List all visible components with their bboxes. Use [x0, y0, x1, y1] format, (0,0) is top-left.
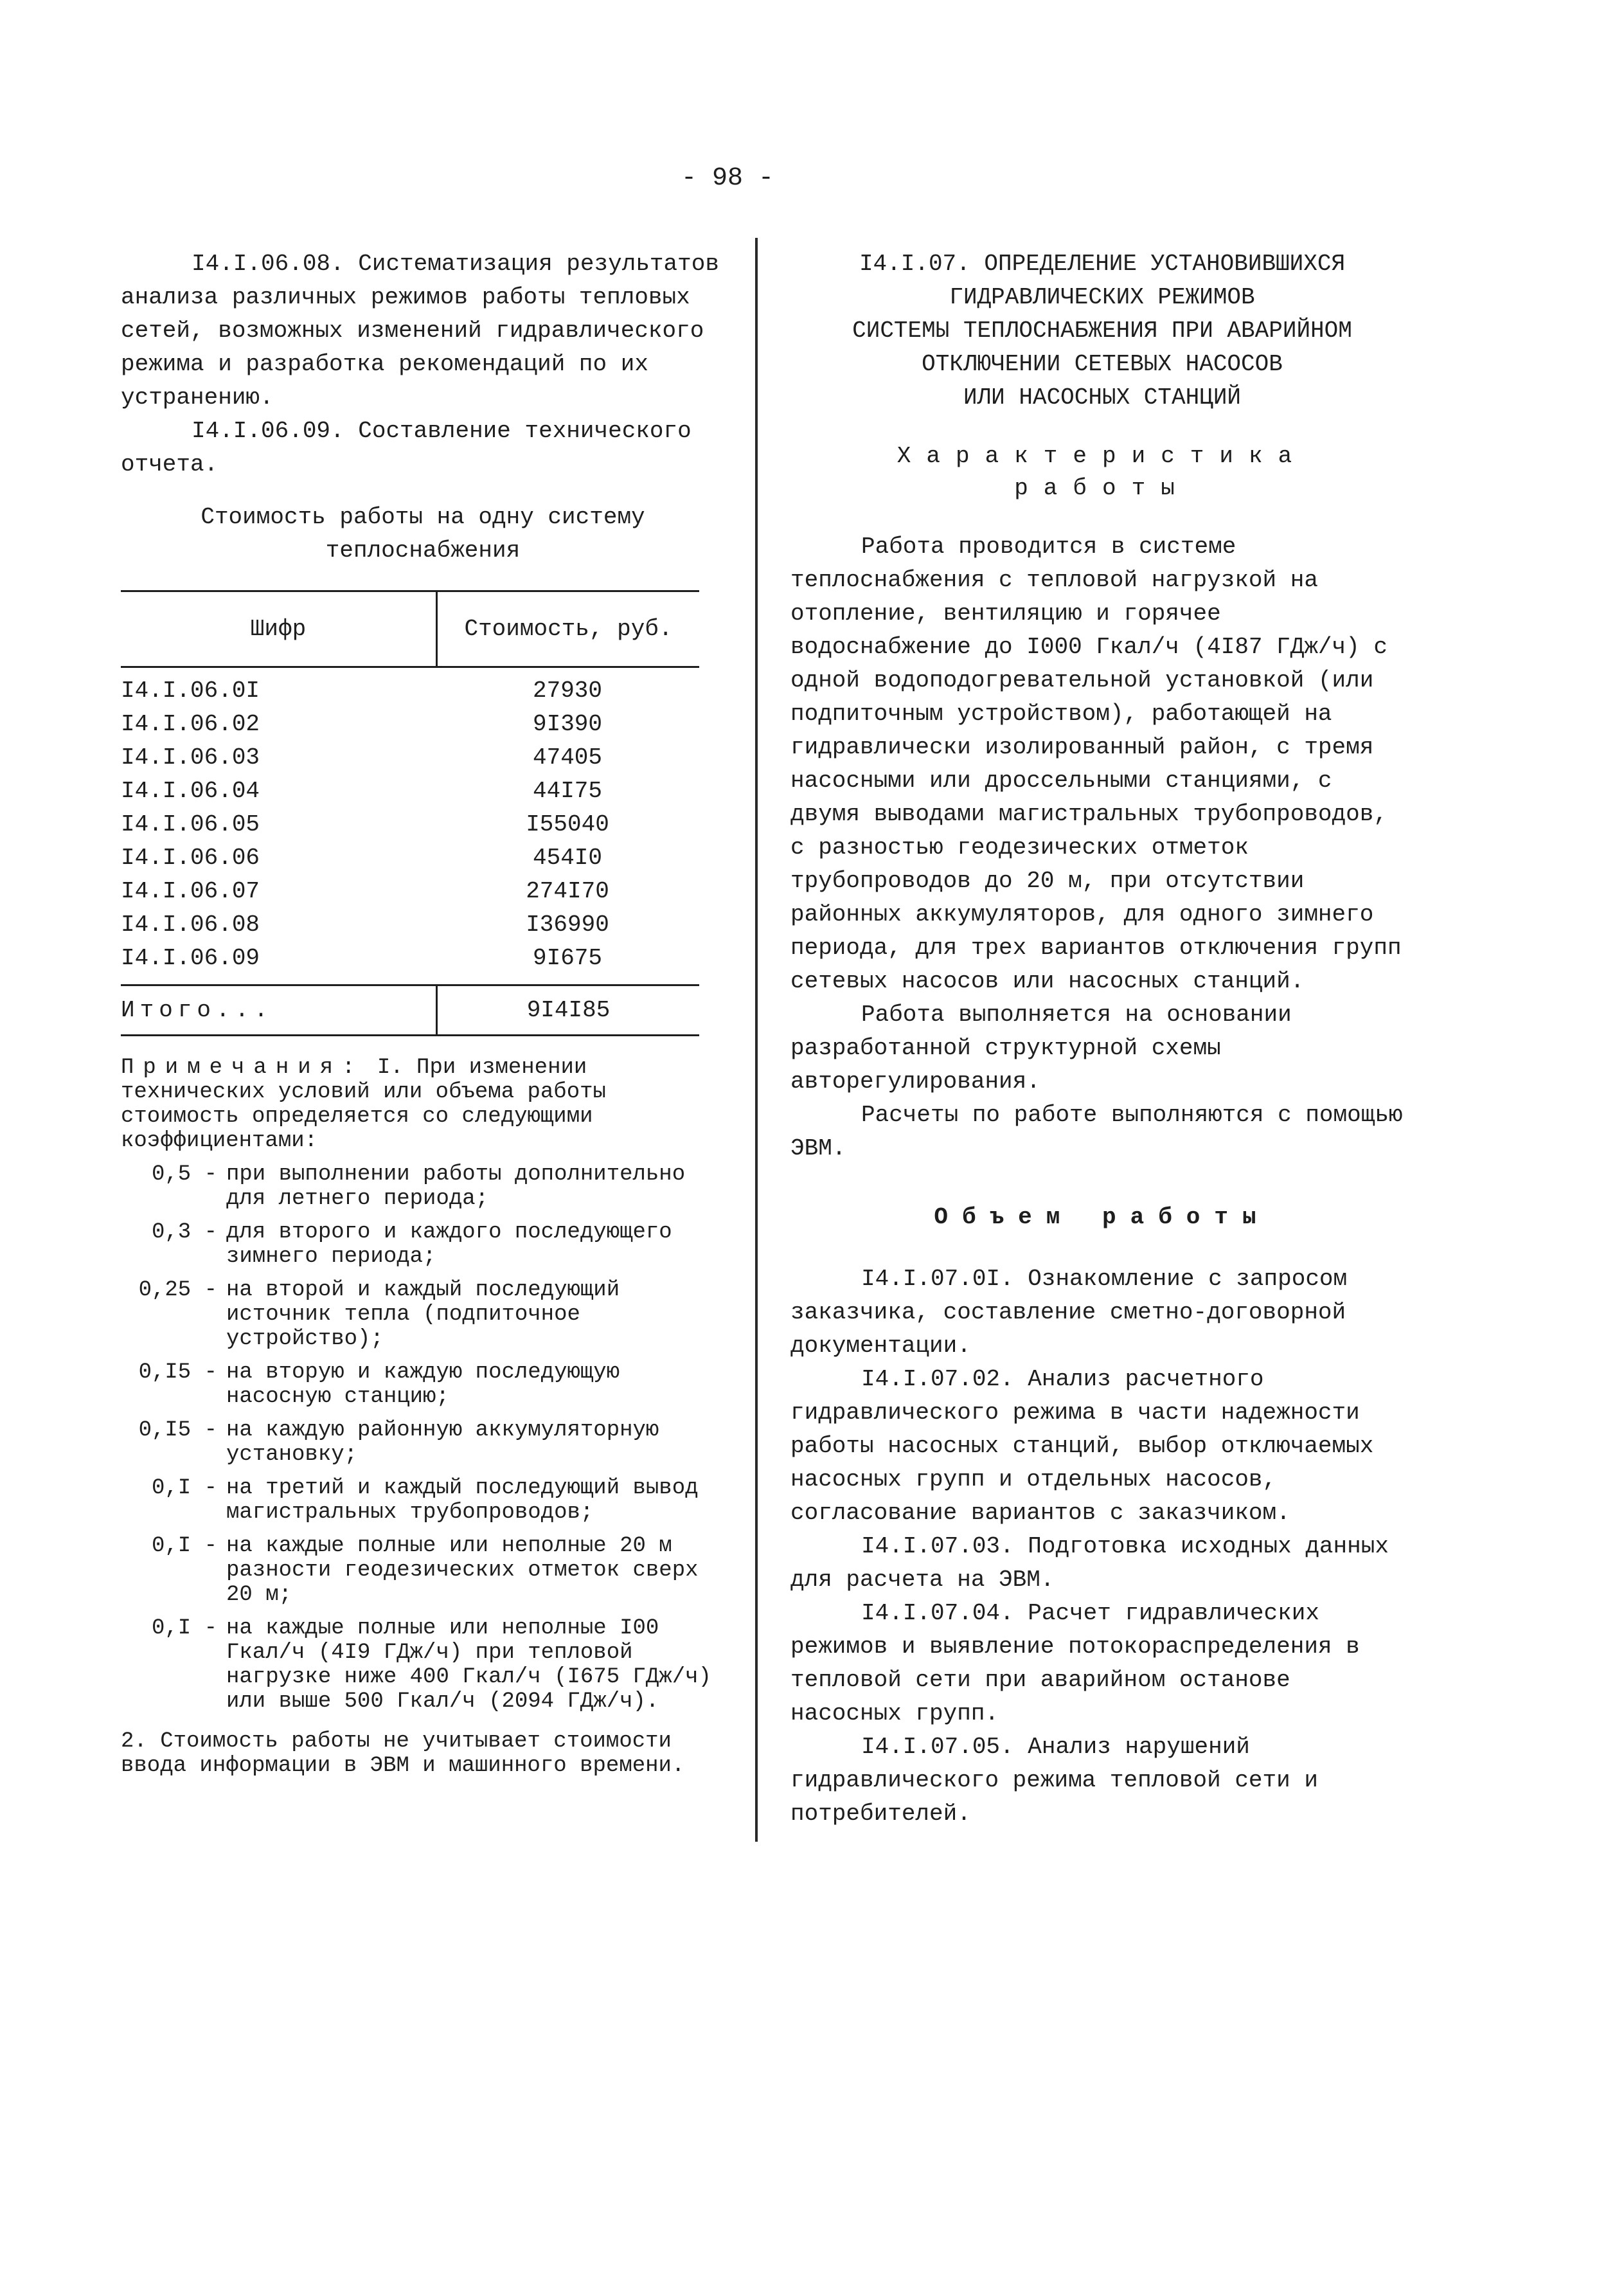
characteristic-paragraph-2: Работа выполняется на основании разработанной структурной схемы авторегулирования.: [790, 1002, 1292, 1095]
coefficient-item: [121, 1418, 725, 1467]
notes-intro: [121, 1056, 725, 1153]
row-code: I4.I.06.05: [121, 811, 260, 838]
table-row: [121, 875, 699, 908]
coefficient-value: 0,I -: [151, 1476, 217, 1500]
column-divider: [755, 238, 758, 1842]
notes-label: Примечания:: [121, 1056, 364, 1080]
characteristic-title-line-2: работы: [1014, 475, 1190, 501]
coefficient-item: [121, 1360, 725, 1409]
table-caption: [121, 501, 725, 568]
coefficient-value: 0,I -: [151, 1616, 217, 1641]
coefficient-item: [121, 1476, 725, 1525]
notes-intro-text: I. При изменении технических условий или объема работы стоимость определяется со следующими коэффициентами:: [121, 1056, 606, 1153]
characteristic-paragraph-1: Работа проводится в системе теплоснабжения с тепловой нагрузкой на отопление, вентиляцию и горячее водоснабжение до I000 Гкал/ч (4I87 ГДж/ч) с одной водоподогревательной установкой (или подпиточным устройством), работающей на гидравлически изолированный район, с тремя насосными или дроссельными станциями, с двумя выводами магистральных трубопроводов, с разностью геодезических отметок трубопроводов до 20 м, при отсутствии районных аккумуляторов, для одного зимнего периода, для трех вариантов отключения групп сетевых насосов или насосных станций.: [790, 534, 1402, 994]
header-cost: Стоимость, руб.: [464, 616, 673, 642]
coefficient-item: [121, 1162, 725, 1211]
table-total-row: [121, 986, 699, 1034]
scope-item: I4.I.07.0I. Ознакомление с запросом заказчика, составление сметно-договорной документации.: [790, 1266, 1348, 1359]
row-code: I4.I.06.08: [121, 912, 260, 938]
cost-table: [121, 590, 699, 1036]
row-cost: 274I70: [526, 878, 609, 904]
section-heading-line: ОТКЛЮЧЕНИИ СЕТЕВЫХ НАСОСОВ: [922, 351, 1283, 377]
row-cost: 27930: [532, 678, 603, 704]
coefficient-text: на каждую районную аккумуляторную установку;: [226, 1418, 659, 1467]
coefficient-text: для второго и каждого последующего зимнего периода;: [226, 1220, 672, 1269]
header-code: Шифр: [250, 616, 307, 642]
table-row: [121, 942, 699, 975]
table-body: [121, 668, 699, 984]
paragraph-14-1-06-08: I4.I.06.08. Систематизация результатов анализа различных режимов работы тепловых сетей, возможных изменений гидравлического режима и разработка рекомендаций по их устранению.: [121, 251, 719, 411]
scope-item: I4.I.07.03. Подготовка исходных данных для расчета на ЭВМ.: [790, 1533, 1389, 1593]
notes-block: [121, 1056, 725, 1778]
row-cost: I55040: [526, 811, 609, 838]
section-heading-line: ИЛИ НАСОСНЫХ СТАНЦИЙ: [963, 384, 1242, 411]
row-code: I4.I.06.06: [121, 845, 260, 871]
coefficient-value: 0,I5 -: [138, 1360, 217, 1385]
table-row: [121, 775, 699, 808]
table-row: [121, 908, 699, 942]
row-cost: 9I390: [532, 711, 603, 737]
row-cost: 44I75: [532, 778, 603, 804]
note-2: 2. Стоимость работы не учитывает стоимости ввода информации в ЭВМ и машинного времени.: [121, 1729, 685, 1778]
section-heading: [790, 247, 1414, 415]
scope-list: [790, 1263, 1414, 1831]
coefficient-value: 0,5 -: [151, 1162, 217, 1187]
characteristic-text: [790, 530, 1414, 1165]
row-cost: 9I675: [532, 945, 603, 971]
section-heading-line: СИСТЕМЫ ТЕПЛОСНАБЖЕНИЯ ПРИ АВАРИЙНОМ: [852, 318, 1352, 344]
row-cost: I36990: [526, 912, 609, 938]
coefficient-text: на третий и каждый последующий вывод магистральных трубопроводов;: [226, 1476, 699, 1525]
row-code: I4.I.06.03: [121, 744, 260, 771]
characteristic-title: [790, 440, 1414, 505]
coefficient-item: [121, 1278, 725, 1351]
page-number: - 98 -: [681, 164, 774, 193]
total-label: Итого...: [121, 996, 273, 1023]
table-row: [121, 708, 699, 741]
row-code: I4.I.06.09: [121, 945, 260, 971]
coefficient-text: на второй и каждый последующий источник тепла (подпиточное устройство);: [226, 1278, 620, 1351]
coefficient-text: на каждые полные или неполные 20 м разности геодезических отметок сверх 20 м;: [226, 1534, 699, 1607]
table-row: [121, 808, 699, 841]
characteristic-title-line-1: Характеристика: [897, 443, 1308, 469]
coefficient-item: [121, 1220, 725, 1269]
table-row: [121, 741, 699, 775]
coefficient-value: 0,25 -: [138, 1278, 217, 1302]
row-cost: 454I0: [532, 845, 603, 871]
table-caption-line-1: Стоимость работы на одну систему: [201, 504, 645, 530]
scope-item: I4.I.07.04. Расчет гидравлических режимов и выявление потокораспределения в тепловой сети при аварийном останове насосных групп.: [790, 1600, 1360, 1727]
coefficient-text: на вторую и каждую последующую насосную станцию;: [226, 1360, 620, 1409]
row-code: I4.I.06.02: [121, 711, 260, 737]
characteristic-paragraph-3: Расчеты по работе выполняются с помощью ЭВМ.: [790, 1102, 1403, 1162]
scope-title: Объем работы: [934, 1204, 1271, 1230]
table-row: [121, 841, 699, 875]
scope-item: I4.I.07.02. Анализ расчетного гидравлического режима в части надежности работы насосных станций, выбор отключаемых насосных групп и отдельных насосов, согласование вариантов с заказчиком.: [790, 1366, 1374, 1526]
scope-item: I4.I.07.05. Анализ нарушений гидравлического режима тепловой сети и потребителей.: [790, 1734, 1318, 1827]
left-column: [121, 247, 725, 1800]
coefficient-value: 0,3 -: [151, 1220, 217, 1245]
coefficient-value: 0,I -: [151, 1534, 217, 1558]
table-header: [121, 592, 699, 666]
coefficient-item: [121, 1534, 725, 1607]
table-bottom-rule: [121, 1034, 699, 1036]
section-heading-line: ГИДРАВЛИЧЕСКИХ РЕЖИМОВ: [949, 284, 1255, 310]
table-caption-line-2: теплоснабжения: [325, 537, 521, 564]
right-column: [790, 247, 1414, 1831]
coefficient-value: 0,I5 -: [138, 1418, 217, 1443]
section-heading-line: I4.I.07. ОПРЕДЕЛЕНИЕ УСТАНОВИВШИХСЯ: [859, 251, 1346, 277]
row-code: I4.I.06.07: [121, 878, 260, 904]
row-code: I4.I.06.04: [121, 778, 260, 804]
paragraph-14-1-06-09: I4.I.06.09. Составление технического отчета.: [121, 418, 692, 478]
total-value: 9I4I85: [526, 996, 611, 1023]
row-code: I4.I.06.0I: [121, 678, 260, 704]
coefficient-text: на каждые полные или неполные I00 Гкал/ч (4I9 ГДж/ч) при тепловой нагрузке ниже 400 Гкал/ч (I675 ГДж/ч) или выше 500 Гкал/ч (2094 ГДж/ч).: [226, 1616, 711, 1714]
coefficient-item: [121, 1616, 725, 1714]
table-row: [121, 674, 699, 708]
row-cost: 47405: [532, 744, 603, 771]
coefficient-text: при выполнении работы дополнительно для летнего периода;: [226, 1162, 686, 1211]
